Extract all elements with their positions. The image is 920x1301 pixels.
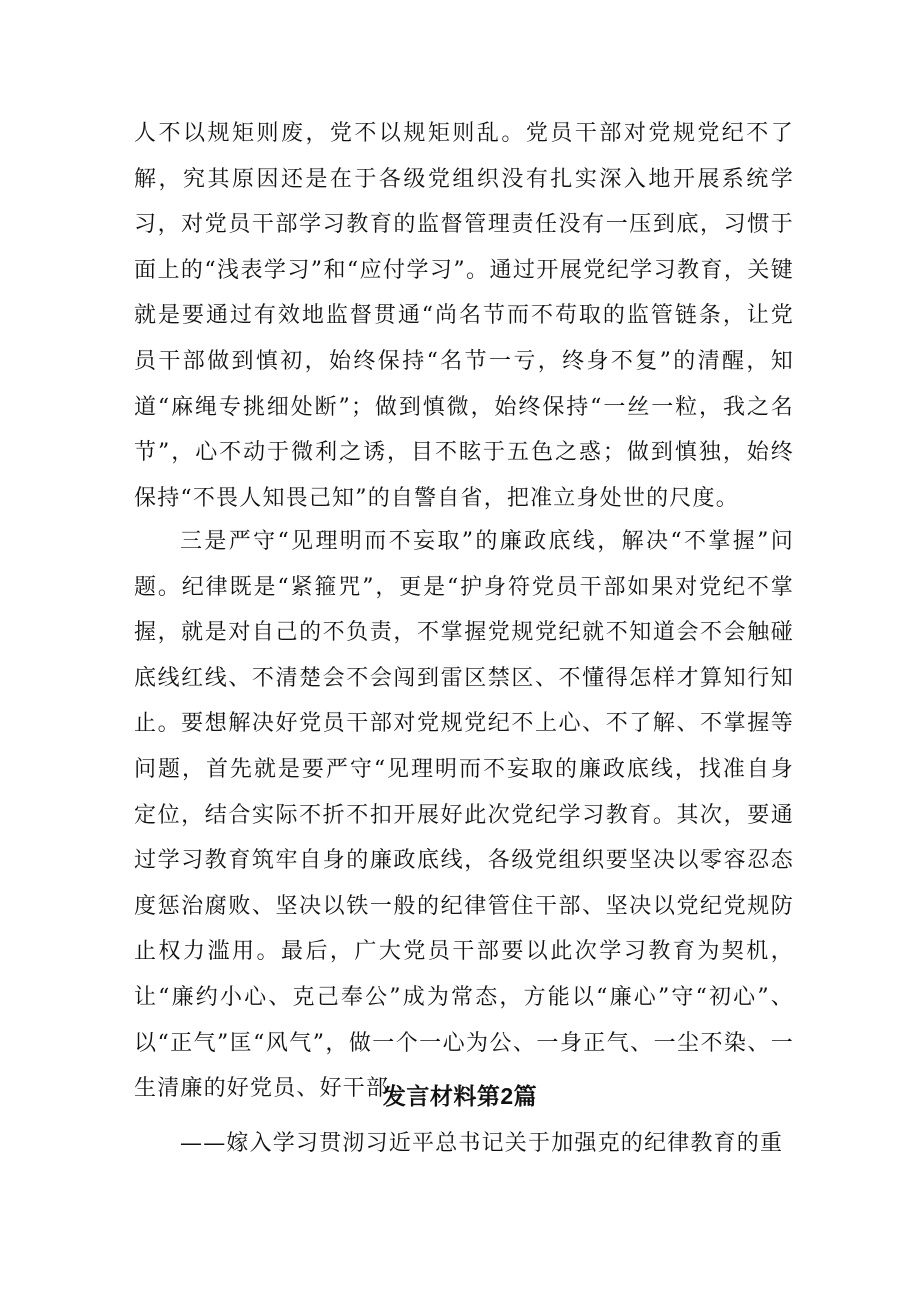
body-paragraph-2: 三是严守“见理明而不妄取”的廉政底线，解决“不掌握”问题。纪律既是“紧箍咒”，更是“护身符党员干部如果对党纪不掌握，就是对自己的不负责，不掌握党规党纪就不知道会不会触碰底线红线、不清楚会不会闯到雷区禁区、不懂得怎样才算知行知止。要想解决好党员干部对党规党纪不上心、不了解、不掌握等问题，首先就是要严守“见理明而不妄取的廉政底线，找准自身定位，结合实际不折不扣开展好此次党纪学习教育。其次，要通过学习教育筑牢自身的廉政底线，各级党组织要坚决以零容忍态度惩治腐败、坚决以铁一般的纪律管住干部、坚决以党纪党规防止权力滥用。最后，广大党员干部要以此次学习教育为契机，让“廉约小心、克己奉公”成为常态，方能以“廉心”守“初心”、以“正气”匡“风气”，做一个一心为公、一身正气、一尘不染、一生清廉的好党员、好干部。 — [134, 529, 794, 1102]
section-heading: 发言材料第2篇 — [382, 1083, 538, 1109]
section-subtitle: ——嫁入学习贯沏习近平总书记关于加强克的纪律教育的重 — [180, 1131, 784, 1156]
body-paragraph-1: 人不以规矩则废，党不以规矩则乱。党员干部对党规党纪不了解，究其原因还是在于各级党组织没有扎实深入地开展系统学习，对党员干部学习教育的监督管理责任没有一压到底，习惯于面上的“浅表学习”和“应付学习”。通过开展党纪学习教育，关键就是要通过有效地监督贯通“尚名节而不苟取的监管链条，让党员干部做到慎初，始终保持“名节一亏，终身不复”的清醒，知道“麻绳专挑细处断”；做到慎微，始终保持“一丝一粒，我之名节”，心不动于微利之诱，目不眩于五色之惑；做到慎独，始终保持“不畏人知畏己知”的自警自省，把准立身处世的尺度。 — [134, 121, 794, 511]
